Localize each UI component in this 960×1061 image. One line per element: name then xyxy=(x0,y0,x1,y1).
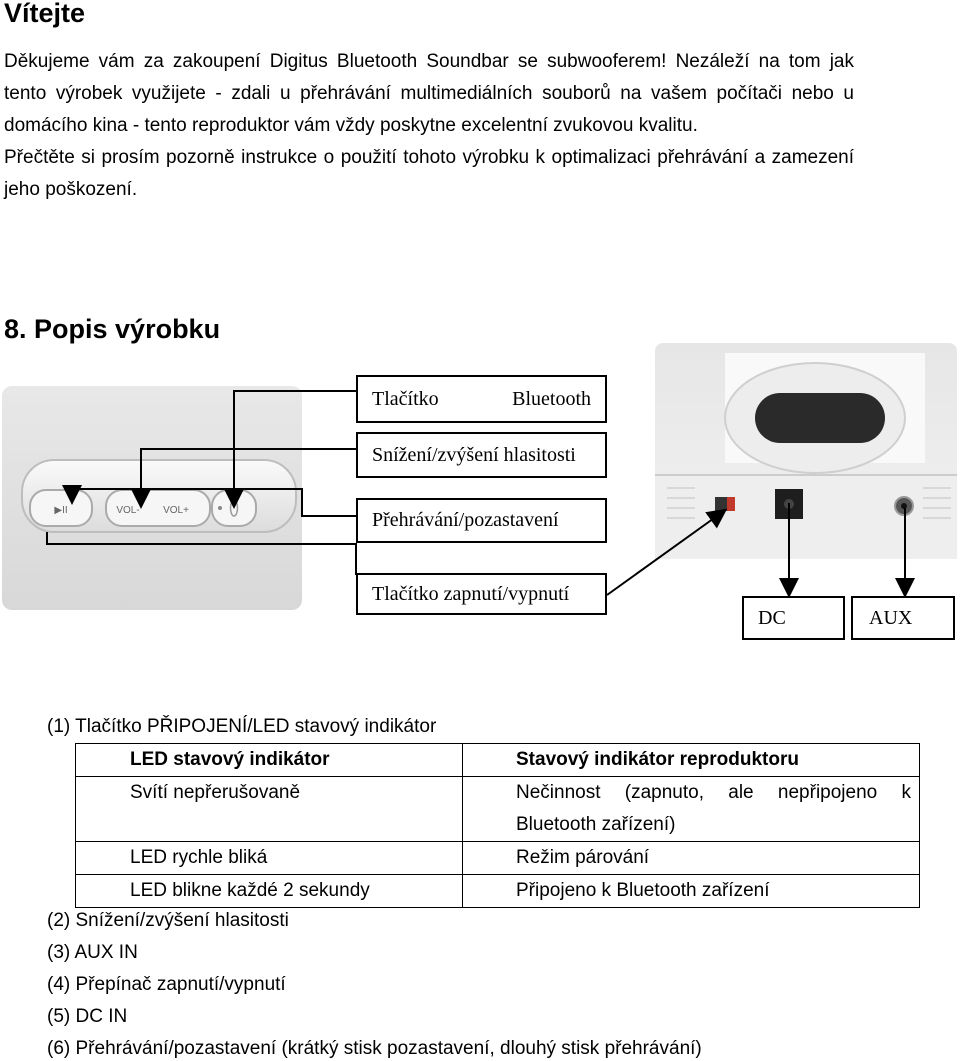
play-callout-line xyxy=(72,489,356,516)
label-aux: AUX xyxy=(851,596,955,640)
table-cell: Připojeno k Bluetooth zařízení xyxy=(463,875,920,908)
table-row xyxy=(76,875,920,908)
label-play-pause: Přehrávání/pozastavení xyxy=(356,498,607,543)
label-bluetooth-word1: Tlačítko xyxy=(372,387,439,410)
legend-item-4: (4) Přepínač zapnutí/vypnutí xyxy=(47,974,286,995)
label-bluetooth-word2: Bluetooth xyxy=(512,387,591,410)
section-heading: 8. Popis výrobku xyxy=(4,314,221,344)
label-dc: DC xyxy=(742,596,845,640)
table-header-led: LED stavový indikátor xyxy=(76,744,463,777)
legend-item-3: (3) AUX IN xyxy=(47,942,138,963)
legend-item-2: (2) Snížení/zvýšení hlasitosti xyxy=(47,910,289,931)
label-volume: Snížení/zvýšení hlasitosti xyxy=(356,432,607,478)
page-title: Vítejte xyxy=(4,0,86,28)
table-cell: LED blikne každé 2 sekundy xyxy=(76,875,463,908)
intro-paragraph-2: Přečtěte si prosím pozorně instrukce o použití tohoto výrobku k optimalizaci přehrávání a zamezení jeho poškození. xyxy=(4,147,854,200)
label-bluetooth-button xyxy=(356,375,607,423)
table-header-status: Stavový indikátor reproduktoru xyxy=(463,744,920,777)
volume-callout-line xyxy=(141,449,356,505)
legend-item-6: (6) Přehrávání/pozastavení (krátký stisk pozastavení, dlouhý stisk přehrávání) xyxy=(47,1038,702,1059)
table-cell: Nečinnost (zapnuto, ale nepřipojeno k Bluetooth zařízení) xyxy=(463,777,920,842)
table-cell: Režim párování xyxy=(463,842,920,875)
table-row xyxy=(76,777,920,842)
label-power: Tlačítko zapnutí/vypnutí xyxy=(356,573,607,615)
table-row xyxy=(76,842,920,875)
power-callout-line xyxy=(47,532,356,575)
led-status-table xyxy=(75,743,920,908)
vol-minus-label: VOL- xyxy=(116,505,140,516)
intro-paragraph-1: Děkujeme vám za zakoupení Digitus Bluetooth Soundbar se subwooferem! Nezáleží na tom jak tento výrobek využijete - zdali u přehrávání multimediálních souborů na vašem počítači nebo u domácího kina - tento reproduktor vám vždy poskytne excelentní zvukovou kvalitu. xyxy=(4,51,854,136)
table-cell: LED rychle bliká xyxy=(76,842,463,875)
play-pause-glyph: ▶II xyxy=(54,505,68,516)
legend-item-5: (5) DC IN xyxy=(47,1006,128,1027)
rear-switch-callout-line xyxy=(607,511,724,595)
vol-plus-label: VOL+ xyxy=(163,505,189,516)
table-cell: Svítí nepřerušovaně xyxy=(76,777,463,842)
table-header-row xyxy=(76,744,920,777)
legend-item-1: (1) Tlačítko PŘIPOJENÍ/LED stavový indikátor xyxy=(47,716,437,737)
